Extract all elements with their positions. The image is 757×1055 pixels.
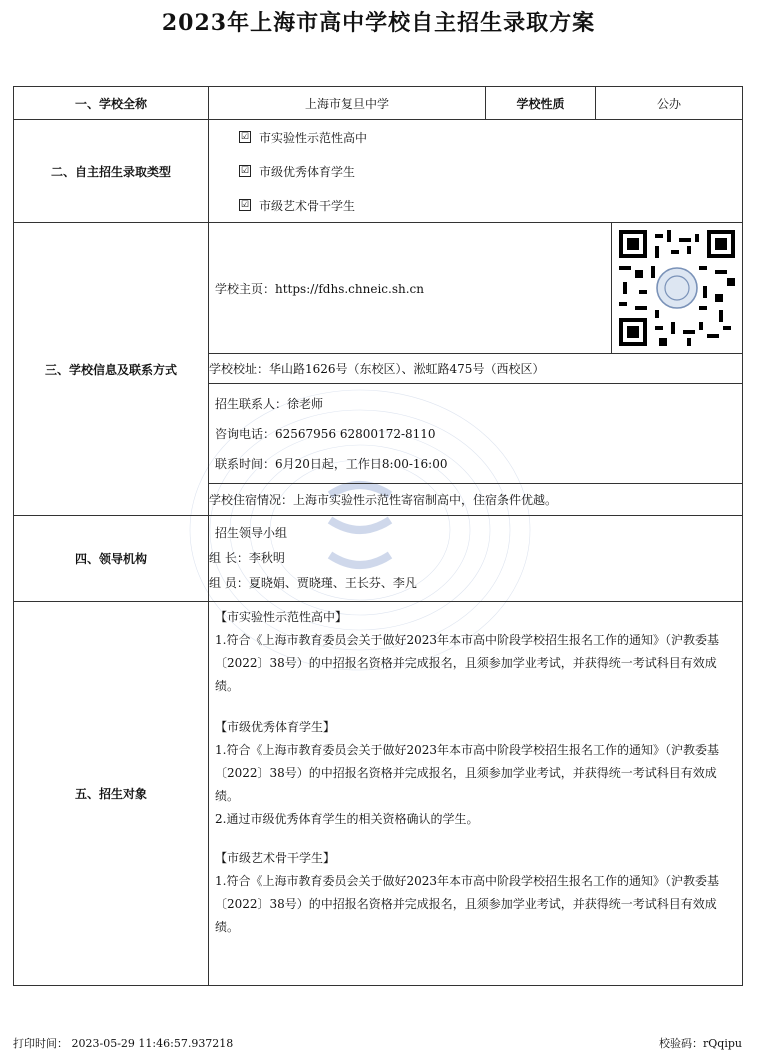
admission-type-item: [209, 188, 742, 222]
leadership-leader: 组 长：李秋明: [209, 551, 285, 565]
leadership-members: 组 员：夏晓娟、贾晓瑾、王长芬、李凡: [209, 576, 417, 590]
admission-targets-block: [209, 602, 743, 986]
checkbox-checked-icon: ☑: [240, 132, 250, 142]
section-heading: 【市实验性示范性高中】: [215, 610, 348, 624]
contact-time: 联系时间：6月20日起，工作日8:00-16:00: [215, 457, 448, 471]
label-admission-types: 二、自主招生录取类型: [14, 120, 209, 223]
admission-type-label: 市级优秀体育学生: [259, 164, 356, 179]
school-nature-value: 公办: [596, 87, 743, 120]
label-admission-targets: 五、招生对象: [14, 602, 209, 986]
admission-type-label: 市实验性示范性高中: [259, 130, 368, 145]
label-leadership: 四、领导机构: [14, 516, 209, 602]
section-paragraph: 1.符合《上海市教育委员会关于做好2023年本市高中阶段学校招生报名工作的通知》（沪教委基〔2022〕38号）的中招报名资格并完成报名，且须参加学业考试，并获得统一考试科目有效成绩。: [215, 633, 719, 693]
label-school-info: 三、学校信息及联系方式: [14, 223, 209, 516]
row-admission-types: [14, 120, 743, 223]
section-heading: 【市级艺术骨干学生】: [215, 851, 336, 865]
row-admission-targets: [14, 602, 743, 986]
section-heading: 【市级优秀体育学生】: [215, 720, 336, 734]
checkbox-checked-icon: ☑: [240, 200, 250, 210]
label-school-name: 一、学校全称: [14, 87, 209, 120]
print-time: 打印时间： 2023-05-29 11:46:57.937218: [13, 1037, 234, 1050]
school-address: 学校校址：华山路1626号（东校区）、淞虹路475号（西校区）: [209, 354, 743, 384]
section-paragraph: 2.通过市级优秀体育学生的相关资格确认的学生。: [215, 812, 479, 826]
verify-code: 校验码：rQqipu: [659, 1037, 742, 1050]
school-name-value: 上海市复旦中学: [209, 87, 486, 120]
admission-type-item: [209, 120, 742, 154]
admission-table: [13, 86, 743, 986]
label-school-nature: 学校性质: [486, 87, 596, 120]
leadership-block: [209, 516, 743, 602]
boarding-info: 学校住宿情况：上海市实验性示范性寄宿制高中，住宿条件优越。: [209, 484, 743, 516]
row-school-info-homepage: [14, 223, 743, 354]
admission-types-list: [209, 120, 743, 223]
row-leadership: [14, 516, 743, 602]
leadership-heading: 招生领导小组: [215, 526, 288, 540]
contact-person: 招生联系人：徐老师: [215, 397, 324, 411]
admission-type-label: 市级艺术骨干学生: [259, 198, 356, 213]
checkbox-checked-icon: ☑: [240, 166, 250, 176]
section-paragraph: 1.符合《上海市教育委员会关于做好2023年本市高中阶段学校招生报名工作的通知》（沪教委基〔2022〕38号）的中招报名资格并完成报名，且须参加学业考试，并获得统一考试科目有效成绩。: [215, 874, 719, 934]
contact-block: [209, 384, 743, 484]
row-school-name: [14, 87, 743, 120]
qr-code-icon: [611, 223, 742, 353]
school-homepage[interactable]: 学校主页：https://fdhs.chneic.sh.cn: [215, 281, 424, 296]
document-title: 2023年上海市高中学校自主招生录取方案: [161, 10, 596, 36]
section-paragraph: 1.符合《上海市教育委员会关于做好2023年本市高中阶段学校招生报名工作的通知》（沪教委基〔2022〕38号）的中招报名资格并完成报名，且须参加学业考试，并获得统一考试科目有效成绩。: [215, 743, 719, 803]
admission-type-item: [209, 154, 742, 188]
contact-phone: 咨询电话：62567956 62800172-8110: [215, 427, 436, 441]
